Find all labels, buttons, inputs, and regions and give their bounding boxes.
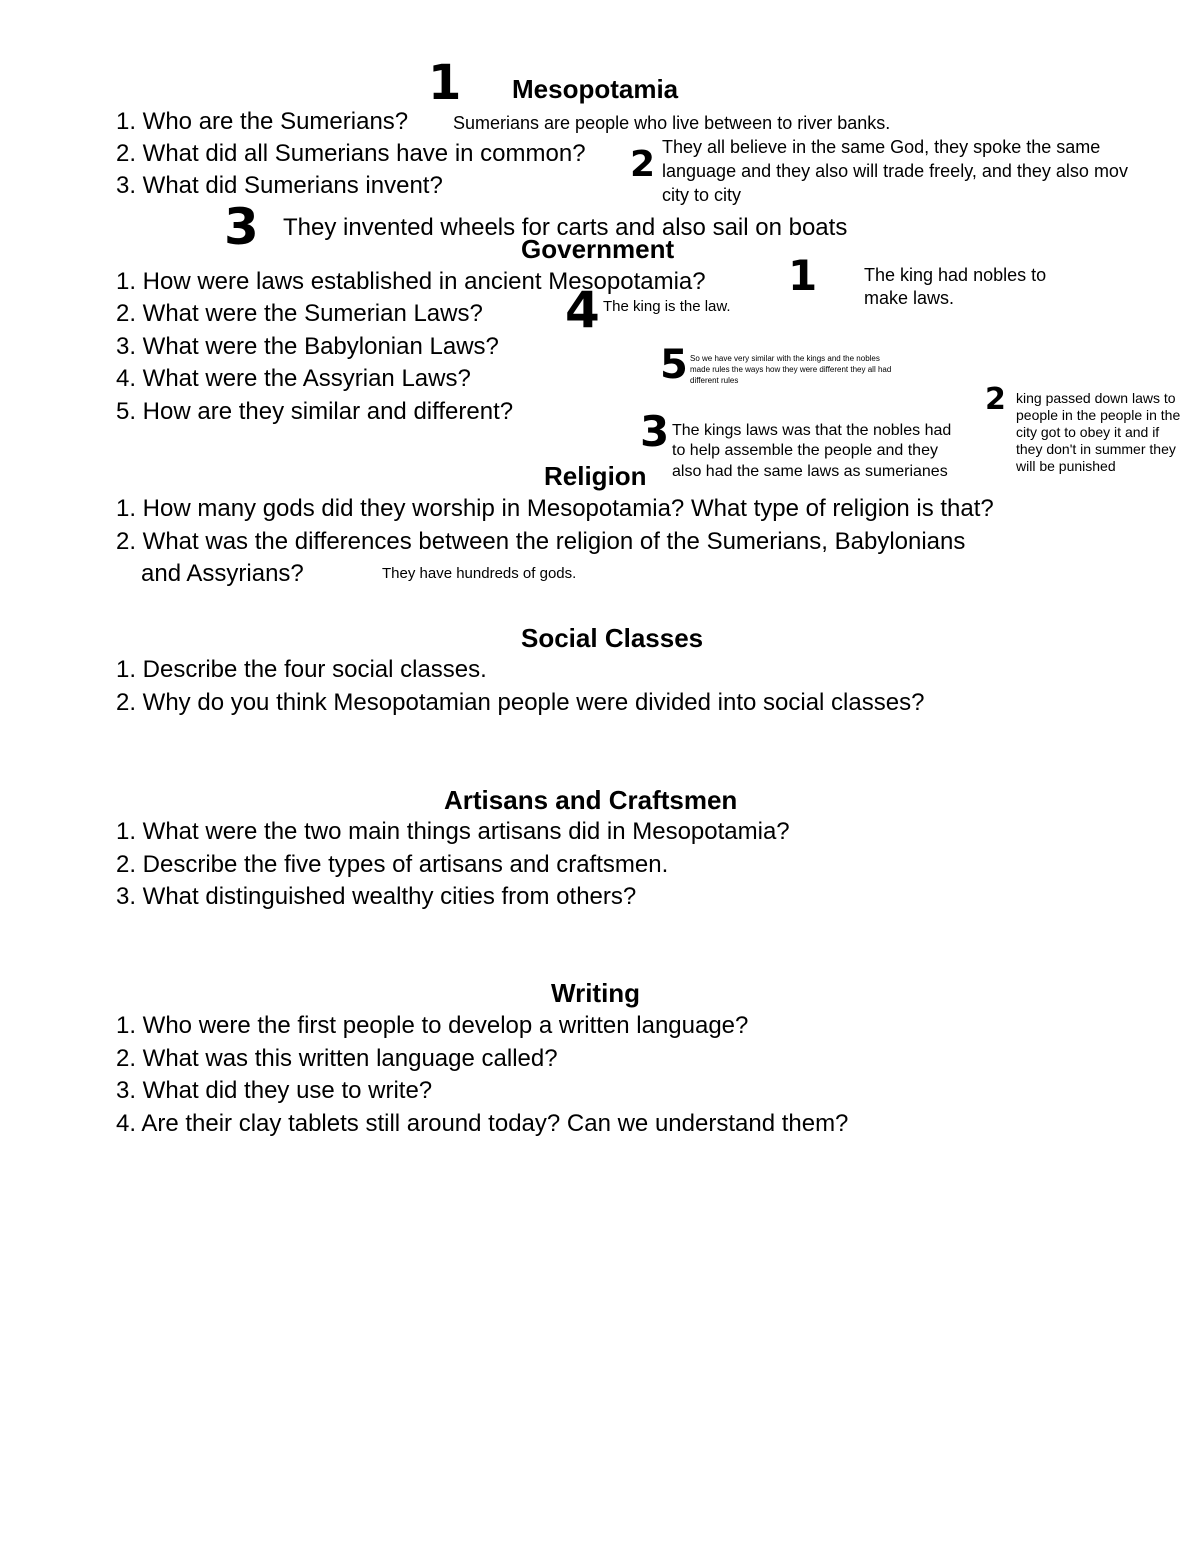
question-number: 1. [115,495,136,522]
answer-gov-3-line2: to help assemble the people and they [672,442,938,459]
section-title-social-classes: Social Classes [521,623,704,653]
question-artisans-1 [100,816,790,848]
question-number: 3. [115,1077,136,1104]
question-text: What were the two main things artisans did in Mesopotamia? [142,818,790,845]
question-writing-1 [100,1010,748,1042]
question-number: 4. [115,365,136,392]
question-artisans-3 [100,881,636,913]
question-rel-2 [100,526,965,558]
answer-gov-3-line1: The kings laws was that the nobles had [672,422,952,439]
question-meso-2 [100,138,586,170]
question-text: What were the Babylonian Laws? [142,333,499,360]
question-text: Describe the four social classes. [142,656,487,683]
question-number: 3. [115,333,136,360]
handwritten-mark-gov-3: 3 [640,407,670,456]
answer-gov-2-line4: they don't in summer they [1016,441,1176,457]
question-text: Are their clay tablets still around today? Can we understand them? [141,1110,849,1137]
answer-meso-3: They invented wheels for carts and also sail on boats [283,214,848,241]
handwritten-mark-3: 3 [224,198,259,256]
question-text: Who were the first people to develop a written language? [142,1012,749,1039]
question-social-2 [100,687,924,719]
question-social-1 [100,654,487,686]
question-text: What did all Sumerians have in common? [142,140,586,167]
question-rel-2-cont: and Assyrians? [141,560,304,587]
question-gov-2 [100,298,483,330]
question-text: How many gods did they worship in Mesopotamia? What type of religion is that? [142,495,994,522]
question-text: How are they similar and different? [142,398,514,425]
question-gov-1 [100,266,706,298]
answer-gov-2-line5: will be punished [1016,458,1116,474]
section-title-writing: Writing [551,978,641,1008]
question-text: Why do you think Mesopotamian people were divided into social classes? [142,689,925,716]
answer-meso-2-line1: They all believe in the same God, they spoke the same [662,137,1101,157]
question-text: What did Sumerians invent? [142,172,443,199]
question-writing-2 [100,1043,558,1075]
question-text: What did they use to write? [142,1077,433,1104]
answer-gov-4: The king is the law. [603,298,731,315]
question-text: How were laws established in ancient Mesopotamia? [142,268,706,295]
section-title-mesopotamia: Mesopotamia [512,74,679,104]
question-number: 1. [115,656,136,683]
question-writing-4 [100,1108,848,1140]
question-number: 2. [115,689,136,716]
answer-gov-1-line1: The king had nobles to [864,265,1047,285]
question-number: 4. [115,1110,136,1137]
question-number: 1. [115,818,136,845]
question-number: 1. [115,268,136,295]
question-text: What was this written language called? [142,1045,558,1072]
handwritten-mark-gov-1: 1 [788,251,818,300]
question-rel-1 [100,493,994,525]
answer-gov-5-line3: different rules [690,376,739,385]
question-number: 3. [115,883,136,910]
question-meso-1 [100,106,408,138]
question-text: What were the Assyrian Laws? [142,365,471,392]
handwritten-mark-gov-5: 5 [660,342,688,388]
section-title-government: Government [521,234,675,264]
answer-rel-1: They have hundreds of gods. [382,565,577,582]
question-number: 2. [115,1045,136,1072]
answer-gov-2-line2: people in the people in the [1016,407,1181,423]
answer-gov-2-line1: king passed down laws to [1016,390,1176,406]
handwritten-mark-2: 2 [630,144,656,185]
handwritten-mark-1: 1 [428,55,462,111]
answer-gov-5-line2: made rules the ways how they were different they all had [690,365,892,374]
answer-meso-2-line3: city to city [662,185,742,205]
section-title-religion: Religion [544,461,647,491]
handwritten-mark-gov-2: 2 [985,382,1006,417]
answer-gov-5-line1: So we have very similar with the kings and the nobles [690,354,880,363]
question-text: What was the differences between the religion of the Sumerians, Babylonians [142,528,966,555]
question-gov-4 [100,363,471,395]
question-number: 3. [115,172,136,199]
question-number: 2. [115,528,136,555]
handwritten-mark-gov-4: 4 [565,281,600,339]
question-gov-5 [100,396,513,428]
answer-meso-2-line2: language and they also will trade freely, and they also mov [662,161,1128,181]
question-text: What were the Sumerian Laws? [142,300,483,327]
section-title-artisans: Artisans and Craftsmen [444,785,738,815]
answer-gov-3-line3: also had the same laws as sumerianes [672,463,948,480]
answer-meso-1: Sumerians are people who live between to river banks. [453,113,891,133]
question-text: Describe the five types of artisans and craftsmen. [142,851,669,878]
question-gov-3 [100,331,499,363]
question-number: 1. [115,1012,136,1039]
question-text: Who are the Sumerians? [142,108,409,135]
question-artisans-2 [100,849,668,881]
answer-gov-2-line3: city got to obey it and if [1016,424,1160,440]
question-number: 1. [115,108,136,135]
question-meso-3 [100,170,443,202]
question-number: 2. [115,140,136,167]
question-number: 2. [115,300,136,327]
question-writing-3 [100,1075,432,1107]
question-text: What distinguished wealthy cities from others? [142,883,637,910]
question-number: 2. [115,851,136,878]
question-number: 5. [115,398,136,425]
answer-gov-1-line2: make laws. [864,288,955,308]
